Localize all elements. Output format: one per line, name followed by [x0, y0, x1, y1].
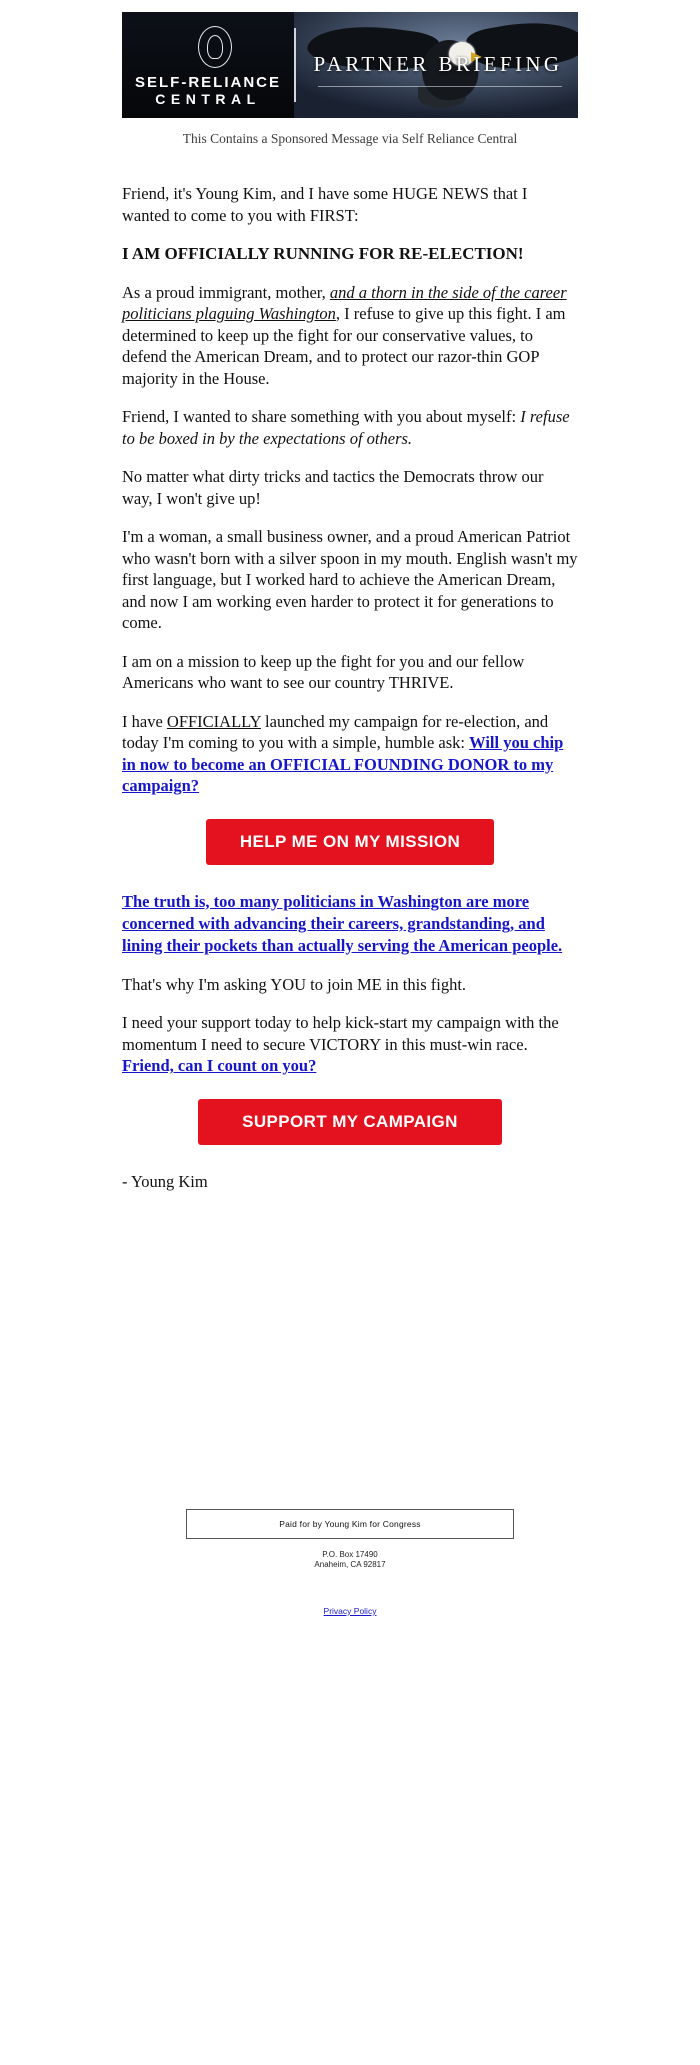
- paragraph-support-today: [122, 1012, 578, 1077]
- paragraph-dirty-tricks: No matter what dirty tricks and tactics the Democrats throw our way, I won't give up!: [122, 467, 544, 508]
- support-my-campaign-button[interactable]: SUPPORT MY CAMPAIGN: [198, 1099, 502, 1145]
- paragraph-2-part-b: , I refuse to give up this fight. I am determined to keep up the fight for our conservative values, to defend the American Dream, and to protect our razor-thin GOP majority in the House.: [122, 304, 566, 388]
- paragraph-3-part-a: Friend, I wanted to share something with you about myself:: [122, 407, 521, 426]
- paragraph-9-part-a: I need your support today to help kick-start my campaign with the momentum I need to secure VICTORY in this must-win race.: [122, 1013, 559, 1054]
- email-body: [122, 147, 578, 1192]
- paragraph-biography: I'm a woman, a small business owner, and a proud American Patriot who wasn't born with a silver spoon in my mouth. English wasn't my first language, but I worked hard to achieve the American Dream, and now I am working even harder to protect it for generations to come.: [122, 527, 578, 632]
- count-on-you-link[interactable]: Friend, can I count on you?: [122, 1056, 317, 1075]
- help-me-on-my-mission-button[interactable]: HELP ME ON MY MISSION: [206, 819, 494, 865]
- banner-wrapper: [0, 0, 700, 118]
- self-reliance-central-logo-icon: [198, 26, 232, 68]
- banner-title: PARTNER BRIEFING: [313, 52, 563, 76]
- sponsored-notice: This Contains a Sponsored Message via Self Reliance Central: [182, 131, 518, 146]
- paragraph-about-immigrant: [122, 282, 578, 390]
- paragraph-7-underlined-word: OFFICIALLY: [166, 711, 261, 731]
- founding-donor-link[interactable]: Will you chip in now to become an OFFICIAL FOUNDING DONOR to my campaign?: [122, 733, 564, 795]
- brand-logo-line2: CENTRAL: [155, 91, 261, 107]
- signature: - Young Kim: [122, 1171, 208, 1191]
- secondary-cta-wrapper: [122, 1099, 578, 1145]
- partner-briefing-banner: [122, 12, 578, 118]
- paragraph-2-emphasis: and a thorn in the side of the career politicians plaguing Washington: [122, 282, 567, 323]
- mailing-address: [122, 1550, 578, 1570]
- paragraph-join-me: That's why I'm asking YOU to join ME in this fight.: [122, 974, 467, 994]
- privacy-policy-link[interactable]: Privacy Policy: [323, 1606, 377, 1616]
- brand-logo-text: [122, 74, 294, 108]
- address-line-2: Anaheim, CA 92817: [314, 1560, 386, 1569]
- truth-is-link-paragraph[interactable]: The truth is, too many politicians in Washington are more concerned with advancing their careers, grandstanding, and lining their pockets than actually serving the American people.: [122, 891, 563, 955]
- paragraph-3-emphasis: I refuse to be boxed in by the expectations of others.: [122, 407, 570, 448]
- email-footer: [122, 1209, 578, 1616]
- paid-for-by-disclaimer: Paid for by Young Kim for Congress: [186, 1509, 514, 1539]
- paragraph-share-something: [122, 406, 578, 449]
- brand-logo-line1: SELF-RELIANCE: [135, 74, 281, 91]
- paragraph-mission: I am on a mission to keep up the fight for you and our fellow Americans who want to see our country THRIVE.: [122, 651, 525, 692]
- paragraph-ask: [122, 711, 578, 797]
- banner-title-underline: [318, 86, 562, 87]
- paragraph-7-part-b: launched my campaign for re-election, and today I'm coming to you with a simple, humble ask:: [122, 711, 549, 752]
- announcement-headline: I AM OFFICIALLY RUNNING FOR RE-ELECTION!: [122, 244, 524, 263]
- paragraph-2-part-a: As a proud immigrant, mother,: [122, 282, 330, 302]
- address-line-1: P.O. Box 17490: [322, 1550, 378, 1559]
- primary-cta-wrapper: [122, 819, 578, 865]
- paragraph-intro: Friend, it's Young Kim, and I have some HUGE NEWS that I wanted to come to you with FIRST:: [122, 184, 528, 225]
- banner-divider: [294, 28, 296, 102]
- paragraph-7-part-a: I have: [122, 711, 167, 731]
